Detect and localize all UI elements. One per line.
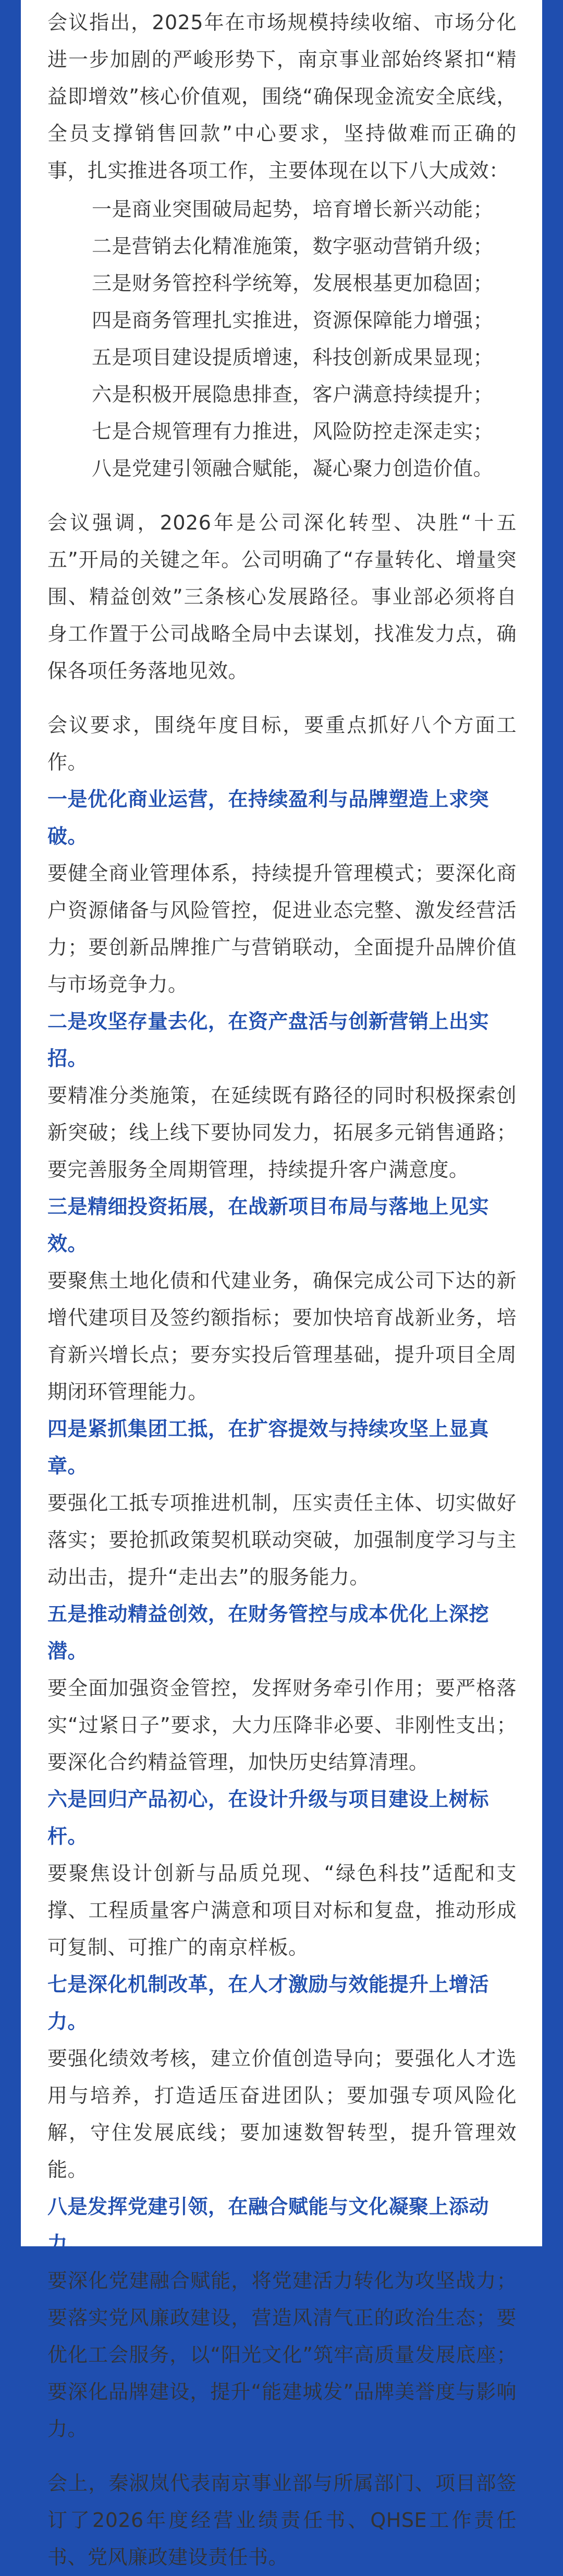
achievement-item: 六是积极开展隐患排查，客户满意持续提升； bbox=[92, 383, 494, 406]
task-heading: 六是回归产品初心，在设计升级与项目建设上树标杆。 bbox=[47, 1788, 489, 1848]
task-body: 要强化工抵专项推进机制，压实责任主体、切实做好落实；要抢抓政策契机联动突破，加强制度学习与主动出击，提升“走出去”的服务能力。 bbox=[47, 1491, 517, 1588]
task-section bbox=[47, 1596, 517, 1781]
task-body: 要强化绩效考核，建立价值创造导向；要强化人才选用与培养，打造适压奋进团队；要加强专项风险化解，守住发展底线；要加速数智转型，提升管理效能。 bbox=[47, 2047, 517, 2181]
achievement-item: 五是项目建设提质增速，科技创新成果显现； bbox=[92, 346, 494, 369]
task-section bbox=[47, 781, 517, 1003]
article-page bbox=[21, 0, 542, 2569]
meeting-summary-paragraph: 会议指出，2025年在市场规模持续收缩、市场分化进一步加剧的严峻形势下，南京事业部始终紧扣“精益即增效”核心价值观，围绕“确保现金流安全底线，全员支撑销售回款”中心要求，坚持做难而正确的事，扎实推进各项工作，主要体现在以下八大成效： bbox=[47, 11, 517, 182]
task-heading: 五是推动精益创效，在财务管控与成本优化上深挖潜。 bbox=[47, 1603, 489, 1663]
achievement-item: 四是商务管理扎实推进，资源保障能力增强； bbox=[92, 309, 494, 332]
task-body: 要精准分类施策，在延续既有路径的同时积极探索创新突破；线上线下要协同发力，拓展多元销售通路；要完善服务全周期管理，持续提升客户满意度。 bbox=[47, 1084, 517, 1181]
task-section bbox=[47, 1003, 517, 1188]
meeting-requirement-intro: 会议要求，围绕年度目标，要重点抓好八个方面工作。 bbox=[47, 714, 517, 774]
task-heading: 一是优化商业运营，在持续盈利与品牌塑造上求突破。 bbox=[47, 788, 489, 848]
meeting-emphasis-paragraph: 会议强调，2026年是公司深化转型、决胜“十五五”开局的关键之年。公司明确了“存量转化、增量突围、精益创效”三条核心发展路径。事业部必须将自身工作置于公司战略全局中去谋划，找准发力点，确保各项任务落地见效。 bbox=[47, 511, 517, 682]
task-section bbox=[47, 2188, 517, 2448]
achievement-item: 二是营销去化精准施策，数字驱动营销升级； bbox=[92, 235, 494, 258]
achievement-item: 七是合规管理有力推进，风险防控走深走实； bbox=[92, 420, 494, 443]
achievement-item: 三是财务管控科学统筹，发展根基更加稳固； bbox=[92, 272, 494, 295]
task-body: 要聚焦设计创新与品质兑现、“绿色科技”适配和支撑、工程质量客户满意和项目对标和复盘，推动形成可复制、可推广的南京样板。 bbox=[47, 1862, 517, 1959]
task-body: 要健全商业管理体系，持续提升管理模式；要深化商户资源储备与风险管控，促进业态完整、激发经营活力；要创新品牌推广与营销联动，全面提升品牌价值与市场竞争力。 bbox=[47, 862, 517, 996]
task-body: 要全面加强资金管控，发挥财务牵引作用；要严格落实“过紧日子”要求，大力压降非必要、非刚性支出；要深化合约精益管理，加快历史结算清理。 bbox=[47, 1677, 517, 1774]
achievement-item: 八是党建引领融合赋能，凝心聚力创造价值。 bbox=[92, 457, 494, 480]
task-body: 要聚焦土地化债和代建业务，确保完成公司下达的新增代建项目及签约额指标；要加快培育战新业务，培育新兴增长点；要夯实投后管理基础，提升项目全周期闭环管理能力。 bbox=[47, 1269, 517, 1403]
task-body: 要深化党建融合赋能，将党建活力转化为攻坚战力；要落实党风廉政建设，营造风清气正的政治生态；要优化工会服务，以“阳光文化”筑牢高质量发展底座；要深化品牌建设，提升“能建城发”品牌美誉度与影响力。 bbox=[47, 2269, 517, 2440]
closing-paragraph: 会上，秦淑岚代表南京事业部与所属部门、项目部签订了2026年度经营业绩责任书、QHSE工作责任书、党风廉政建设责任书。 bbox=[47, 2472, 517, 2569]
task-section bbox=[47, 1966, 517, 2188]
task-heading: 二是攻坚存量去化，在资产盘活与创新营销上出实招。 bbox=[47, 1010, 489, 1070]
article-content bbox=[47, 0, 517, 2576]
task-heading: 八是发挥党建引领，在融合赋能与文化凝聚上添动力。 bbox=[47, 2195, 489, 2255]
task-section bbox=[47, 1188, 517, 1411]
task-heading: 七是深化机制改革，在人才激励与效能提升上增活力。 bbox=[47, 1973, 489, 2033]
achievements-list bbox=[47, 191, 517, 487]
task-heading: 三是精细投资拓展，在战新项目布局与落地上见实效。 bbox=[47, 1195, 489, 1255]
task-section bbox=[47, 1411, 517, 1596]
task-section bbox=[47, 1781, 517, 1966]
meeting-summary-section bbox=[47, 4, 517, 487]
task-heading: 四是紧抓集团工抵，在扩容提效与持续攻坚上显真章。 bbox=[47, 1417, 489, 1477]
achievement-item: 一是商业突围破局起势，培育增长新兴动能； bbox=[92, 198, 494, 221]
